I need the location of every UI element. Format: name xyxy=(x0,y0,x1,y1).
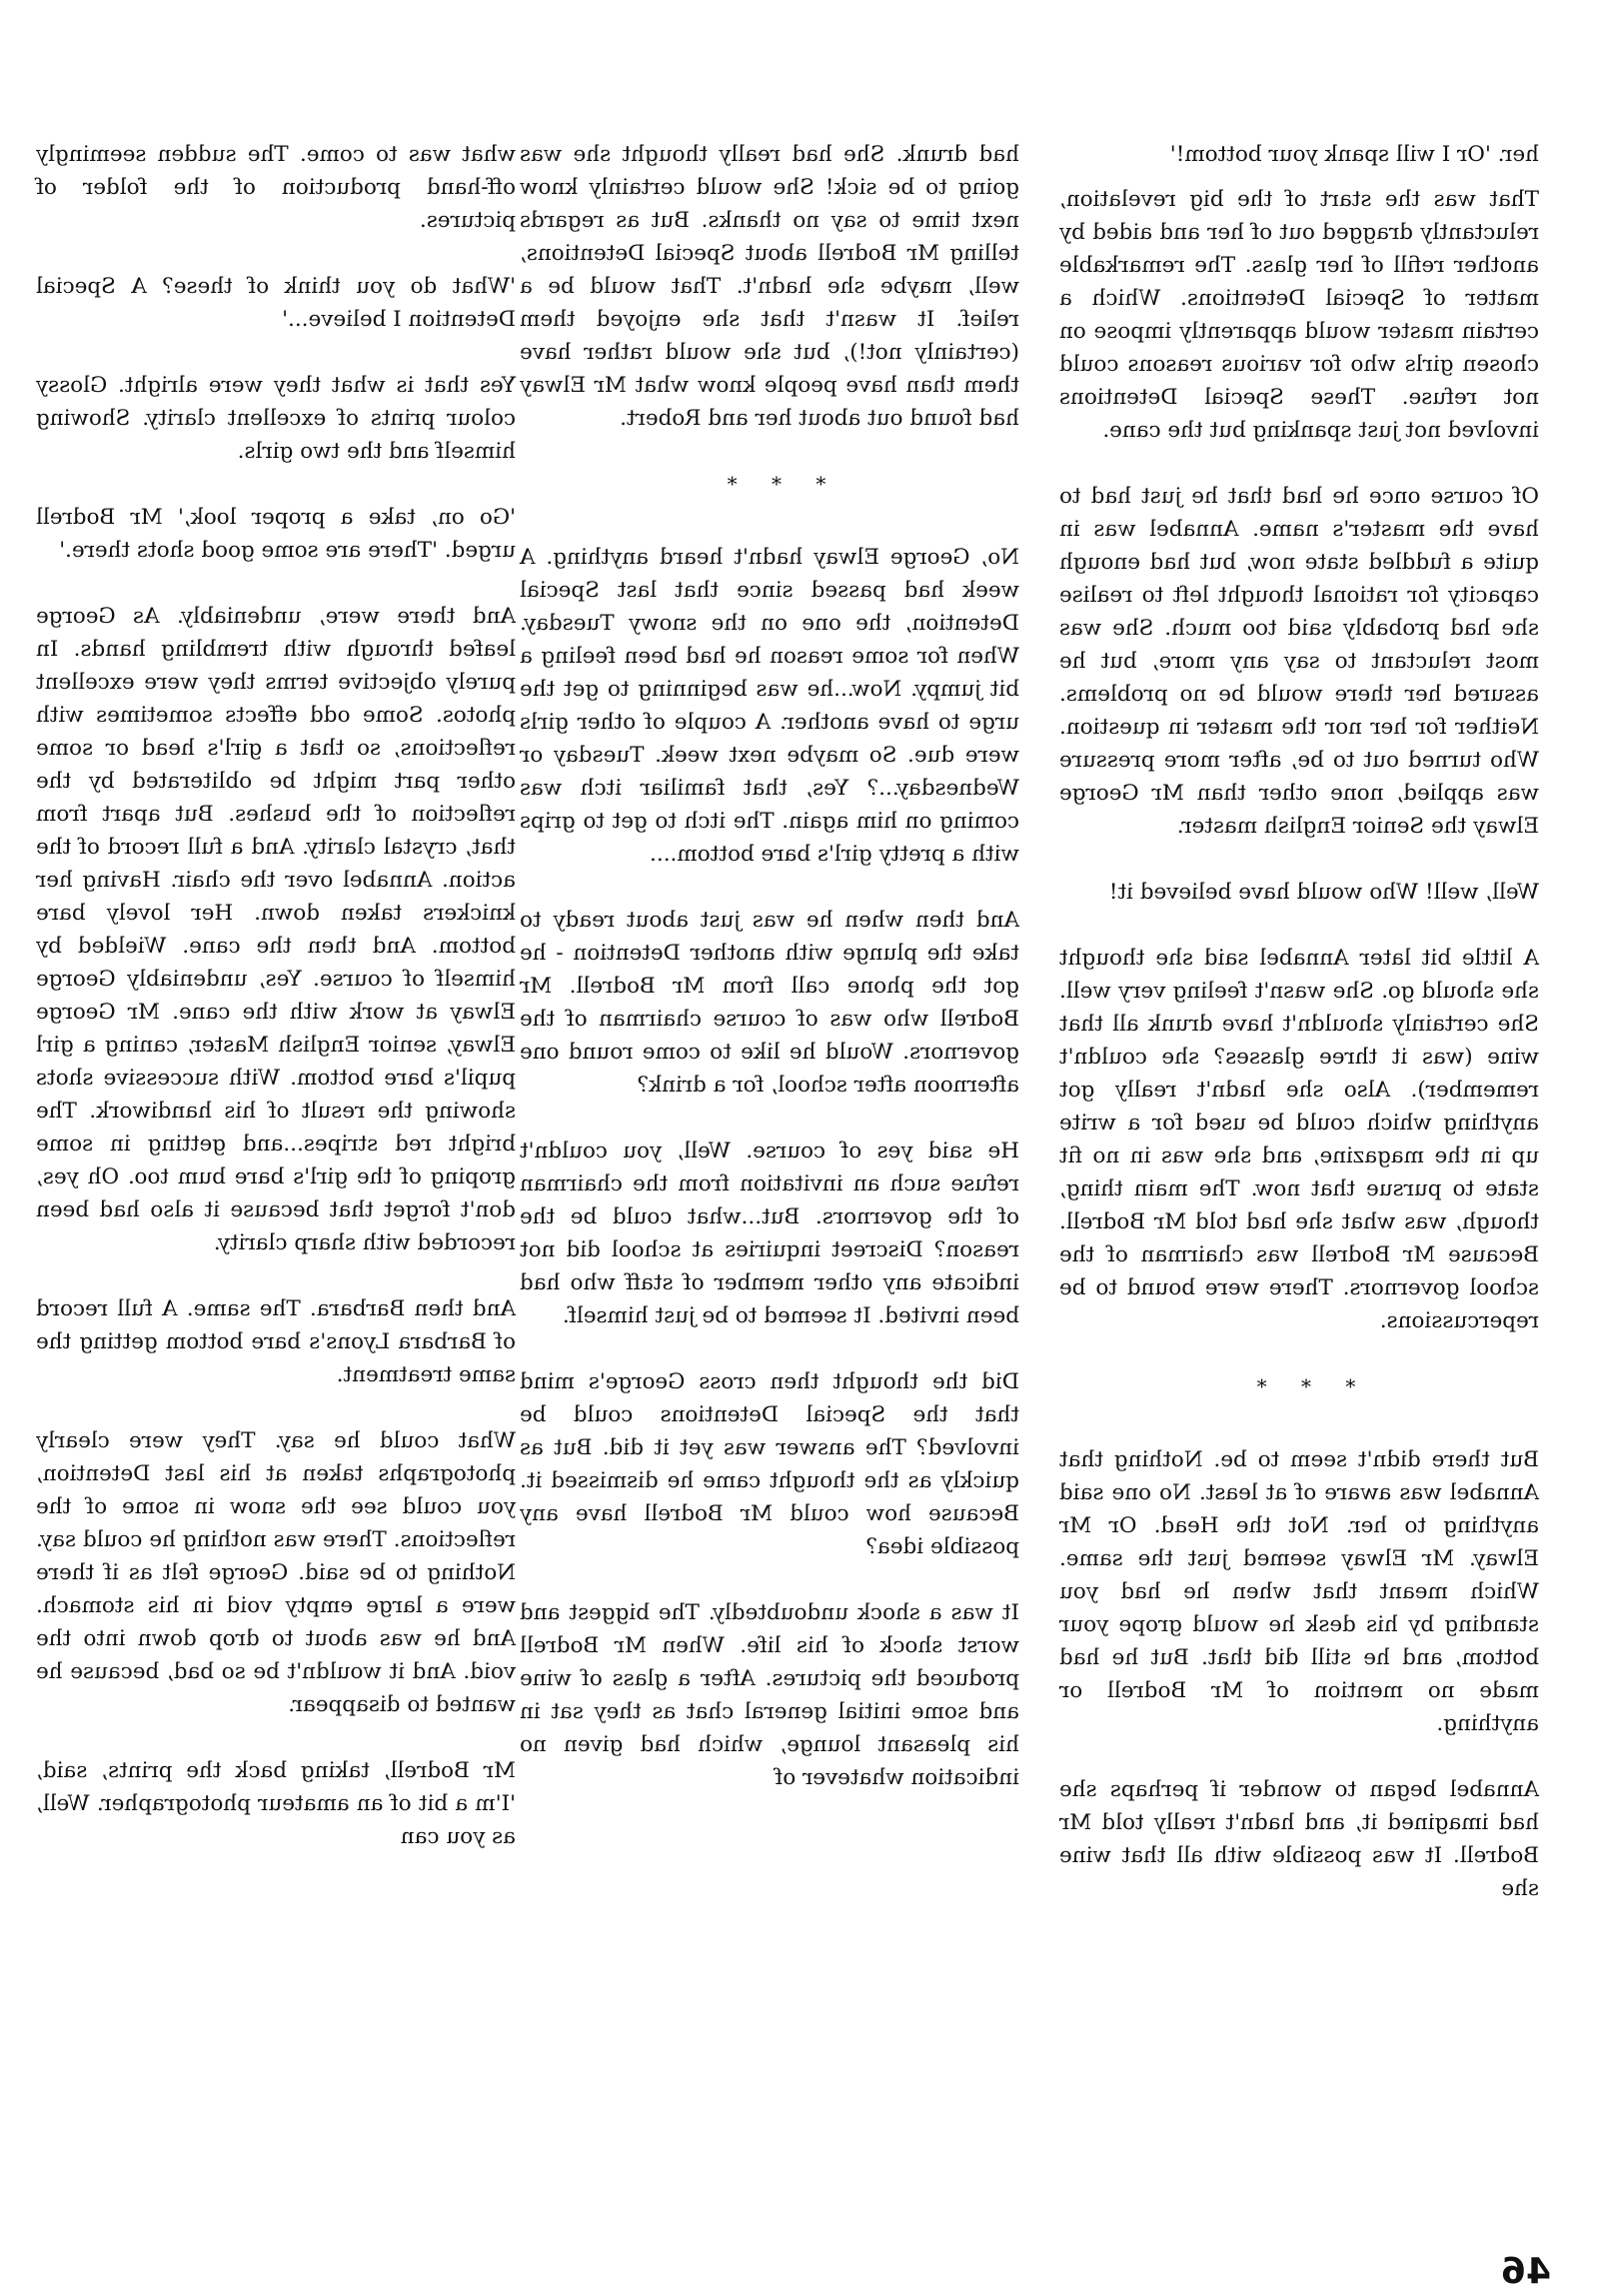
section-separator: * * * xyxy=(713,472,826,496)
paragraph: 'What do you think of these? A Special Detention I believe...' xyxy=(36,274,516,332)
paragraph: That was the start of the big revelation, reluctantly dragged out of her and aided by another refill of her glass. The remarkable matter of Special Detentions. Which a certain master would apparently impose on chosen girls who for various reasons could not refuse. These Special Detentions involved not just spanking but the cane. xyxy=(1059,187,1539,443)
page-number: 46 xyxy=(1500,2251,1551,2292)
paragraph: Well, well! Who would have believed it! xyxy=(1108,880,1539,905)
paragraph: her. 'Or I will spank your bottom!' xyxy=(1169,142,1539,167)
paragraph: Mr Bodrell, taking back the prints, said, 'I'm a bit of an amateur photographer. Well, as you can xyxy=(36,1758,516,1849)
text-column-3 xyxy=(36,138,516,1853)
paragraph: what was to come. The sudden seemingly off-hand production of the folder of pictures. xyxy=(36,142,516,233)
paragraph: Annabel began to wonder if perhaps she had imagined it, and hadn't really told Mr Bodrell. It was possible with all that wine she xyxy=(1059,1777,1539,1901)
paragraph: But there didn't seem to be. Nothing that Annabel was aware of at least. No one said anything to her. Not the Head. Or Mr Elway. Mr Elway seemed just the same. Which meant that when he had you standing by his desk he would grope your bottom, and he still did that. But he had made no mention of Mr Bodrell or anything. xyxy=(1059,1447,1539,1736)
paragraph: had drunk. She had really thought she was going to be sick! She would certainly know next time to say no thanks. But as regards telling Mr Bodrell about Special Detentions, well, maybe she hadn't. That would be a relief. It wasn't that she enjoyed them (certainly not!), but she would rather have them than have people know what Mr Elway had found out about her and Robert. xyxy=(520,142,1019,431)
paragraph: And then when he was just about ready to take the plunge with another Detention - he got the phone call from Mr Bodrell. Mr Bodrell who was of course chairman of the governors. Would he like to come round one afternoon after school, for a drink? xyxy=(520,908,1019,1098)
paragraph: He said yes of course. Well, you couldn't refuse such an invitation from the chairman of the governors. But...what could be the reason? Discreet inquiries at school did not indicate any other member of staff who had been invited. It seemed to be just himself. xyxy=(520,1139,1019,1328)
paragraph: What could he say. They were clearly photographs taken at his last Detention, you could see the snow in some of the reflections. There was nothing he could say. Nothing to be said. George felt as if there were a large empty void in his stomach. And he was about to drop down into the void. And it wouldn't be so bad, because he wanted to disappear. xyxy=(36,1428,516,1717)
paragraph: No, George Elway hadn't heard anything. A week had passed since that last Special Detention, the one on the snowy Tuesday. When for some reason he had been feeling a bit jumpy. Now...he was beginning to get the urge to have another. A couple of other girls were due. So maybe next week. Tuesday or Wednesday...? Yes, that familiar itch was coming on him again. The itch to get to grips with a pretty girl's bare bottom.... xyxy=(520,545,1019,867)
text-column-1 xyxy=(1059,138,1539,1905)
paragraph: A little bit later Annabel said she thought she should go. She wasn't feeling very well. She certainly shouldn't have drunk all that wine (was it three glasses? she couldn't remember). Also she hadn't really got anything which could be used for a write up in the magazine, and she was in no fit state to pursue that now. The main thing, though, was what she had told Mr Bodrell. Because Mr Bodrell was chairman of the school governors. There were bound to be repercussions. xyxy=(1059,946,1539,1333)
paragraph: Of course once he had that he just had to have the master's name. Annabel was in quite a fuddled state now, but had enough capacity for rational thought left to realise she had probably said too much. She was most reluctant to say any more, but he assured her there would be no problems. Neither for her nor the master in question. Who turned out to be, after more pressure was applied, none other than Mr George Elway the Senior English master. xyxy=(1059,484,1539,839)
paragraph: 'Go on, take a proper look,' Mr Bodrell urged. 'There are some good shots there.' xyxy=(36,505,516,563)
paragraph: And then Barbara. The same. A full record of Barbara Lyons's bare bottom getting the same treatment. xyxy=(36,1296,516,1387)
paragraph: It was a shock undoubtedly. The biggest and worst shock of his life. When Mr Bodrell produced the pictures. After a glass of wine and some initial general chat as they sat in his pleasant lounge, which had given no indication whatever of xyxy=(520,1600,1019,1790)
paragraph: Did the thought then cross George's mind that the Special Detentions could be involved? The answer was yet it did. But as quickly as the thought came he dismissed it. Because how could Mr Bodrell have any possible idea? xyxy=(520,1369,1019,1559)
section-separator: * * * xyxy=(1242,1374,1356,1398)
paragraph: Yes that is what they were alright. Glossy colour prints of excellent clarity. Showing himself and the two girls. xyxy=(36,373,516,464)
text-column-2 xyxy=(520,138,1019,1794)
paragraph: And there were, undeniably. As George leafed through with trembling hands. In purely objective terms they were excellent photos. Some odd effects sometimes with reflections, so that a girl's head or some other part might be obliterated by the reflection of the bushes. But apart from that, crystal clarity. And a full record of the action. Annabel over the chair. Having her knickers taken down. Her lovely bare bottom. And then the cane. Wielded by himself of course. Yes, undeniably George Elway at work with the cane. Mr George Elway, senior English Master, caning a girl pupil's bare bottom. With successive shots showing the result of his handiwork. The bright red stripes...and getting in some groping of the girl's bare bum too. Oh yes, don't forget that because it also had been recorded with sharp clarity. xyxy=(36,604,516,1255)
